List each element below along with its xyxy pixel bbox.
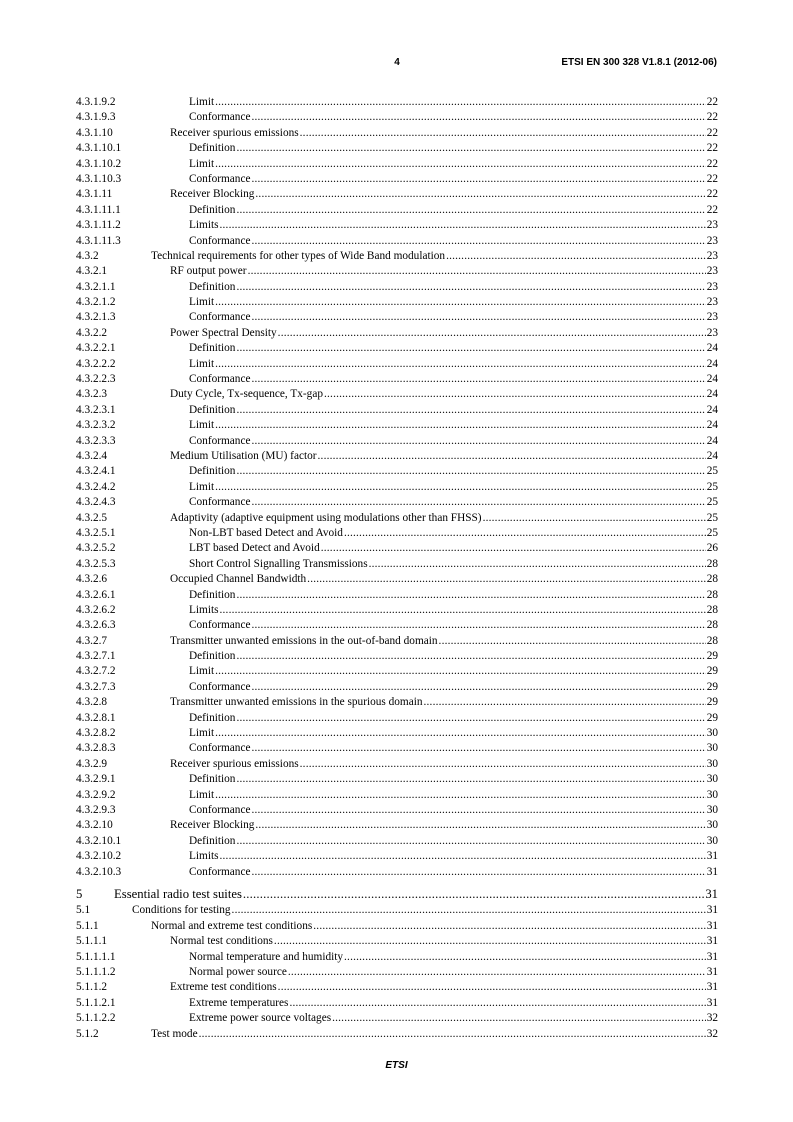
toc-entry[interactable]: 4.3.2.7.2 Limit ..... 29 (76, 664, 718, 679)
dot-leader (236, 464, 705, 479)
dot-leader (251, 803, 705, 818)
toc-entry-title: Conformance (189, 311, 251, 324)
toc-entry-title: Receiver Blocking (170, 819, 255, 832)
toc-entry-page: 31 (706, 996, 718, 1009)
dot-leader (313, 919, 705, 934)
toc-entry-page: 28 (706, 557, 718, 570)
toc-entry[interactable]: 4.3.1.9.3 Conformance ..... 22 (76, 110, 718, 125)
toc-entry-title: Normal test conditions (170, 935, 273, 948)
toc-entry[interactable]: 4.3.2.3 Duty Cycle, Tx-sequence, Tx-gap ..... 24 (76, 387, 718, 402)
dot-leader (344, 526, 706, 541)
dot-leader (220, 603, 706, 618)
toc-entry[interactable]: 4.3.2.6 Occupied Channel Bandwidth ..... 28 (76, 572, 718, 587)
toc-entry-page: 31 (706, 965, 718, 978)
toc-entry-title: Definition (189, 142, 236, 155)
toc-entry-title: Conformance (189, 234, 251, 247)
toc-entry-page: 32 (706, 1027, 718, 1040)
toc-entry[interactable]: 4.3.2.9.2 Limit ..... 30 (76, 788, 718, 803)
toc-entry-page: 25 (706, 511, 718, 524)
toc-entry-title: Extreme test conditions (170, 981, 277, 994)
toc-entry[interactable]: 4.3.1.10.1 Definition ..... 22 (76, 141, 718, 156)
toc-entry-page: 22 (706, 188, 718, 201)
toc-entry-title: Medium Utilisation (MU) factor (170, 449, 317, 462)
toc-entry-page: 28 (706, 634, 718, 647)
dot-leader (251, 680, 705, 695)
toc-entry-page: 31 (705, 886, 718, 901)
dot-leader (424, 695, 706, 710)
dot-leader (236, 403, 705, 418)
toc-entry[interactable]: 4.3.2.6.2 Limits ..... 28 (76, 603, 718, 618)
toc-entry-page: 29 (706, 650, 718, 663)
toc-entry-title: Limit (189, 665, 215, 678)
toc-entry-page: 30 (706, 727, 718, 740)
dot-leader (300, 126, 706, 141)
toc-entry-title: Adaptivity (adaptive equipment using modulations other than FHSS) (170, 511, 482, 524)
dot-leader (215, 480, 706, 495)
toc-entry-title: Limit (189, 419, 215, 432)
toc-entry-page: 24 (706, 419, 718, 432)
dot-leader (274, 934, 706, 949)
toc-entry-page: 24 (706, 342, 718, 355)
toc-entry[interactable]: 4.3.2.2.3 Conformance ..... 24 (76, 372, 718, 387)
toc-entry-page: 29 (706, 680, 718, 693)
toc-entry-title: Limit (189, 727, 215, 740)
toc-entry[interactable]: 4.3.2.10 Receiver Blocking ..... 30 (76, 818, 718, 833)
toc-entry-page: 29 (706, 696, 718, 709)
toc-entry-page: 28 (706, 603, 718, 616)
dot-leader (232, 903, 706, 918)
dot-leader (251, 741, 705, 756)
dot-leader (236, 834, 705, 849)
toc-entry-title: Technical requirements for other types of Wide Band modulation (151, 249, 446, 262)
toc-entry-title: Conformance (189, 680, 251, 693)
toc-entry[interactable]: 4.3.2.3.3 Conformance ..... 24 (76, 434, 718, 449)
toc-entry[interactable]: 4.3.2.1.1 Definition ..... 23 (76, 280, 718, 295)
dot-leader (236, 341, 705, 356)
toc-entry[interactable]: 4.3.1.11.2 Limits ..... 23 (76, 218, 718, 233)
toc-entry[interactable]: 4.3.2.5 Adaptivity (adaptive equipment using modulations other than FHSS) ..... 25 (76, 511, 718, 526)
toc-entry[interactable]: 4.3.2.5.3 Short Control Signalling Transmissions ..... 28 (76, 557, 718, 572)
toc-entry-page: 30 (706, 803, 718, 816)
toc-entry-title: Essential radio test suites (114, 886, 242, 901)
toc-entry-title: Limits (189, 603, 219, 616)
toc-entry[interactable]: 4.3.2.6.1 Definition ..... 28 (76, 588, 718, 603)
dot-leader (236, 649, 705, 664)
toc-entry-page: 28 (706, 573, 718, 586)
toc-entry[interactable]: 5.1.1.1 Normal test conditions ..... 31 (76, 934, 718, 949)
toc-entry-page: 23 (706, 265, 718, 278)
toc-entry-page: 31 (706, 904, 718, 917)
toc-entry-title: Transmitter unwanted emissions in the spurious domain (170, 696, 423, 709)
toc-entry-title: Limit (189, 96, 215, 108)
toc-entry[interactable]: 4.3.2.1 RF output power ..... 23 (76, 264, 718, 279)
dot-leader (199, 1027, 706, 1042)
dot-leader (251, 865, 705, 880)
toc-entry-page: 25 (706, 526, 718, 539)
toc-entry-page: 23 (706, 311, 718, 324)
dot-leader (251, 310, 705, 325)
dot-leader (446, 249, 706, 264)
toc-entry-page: 31 (706, 865, 718, 878)
toc-entry[interactable]: 4.3.2.2.2 Limit ..... 24 (76, 357, 718, 372)
toc-entry-title: RF output power (170, 265, 247, 278)
toc-entry-title: Conformance (189, 496, 251, 509)
dot-leader (236, 772, 705, 787)
toc-entry[interactable]: 4.3.2.5.1 Non-LBT based Detect and Avoid ..... 25 (76, 526, 718, 541)
toc-entry-page: 30 (706, 742, 718, 755)
toc-entry[interactable]: 4.3.2.1.3 Conformance ..... 23 (76, 310, 718, 325)
toc-entry[interactable]: 4.3.1.11.3 Conformance ..... 23 (76, 234, 718, 249)
dot-leader (215, 357, 706, 372)
toc-entry[interactable]: 4.3.2.7.3 Conformance ..... 29 (76, 680, 718, 695)
dot-leader (321, 541, 706, 556)
dot-leader (318, 449, 706, 464)
dot-leader (251, 234, 705, 249)
dot-leader (332, 1011, 706, 1026)
toc-entry[interactable]: 4.3.2.4.3 Conformance ..... 25 (76, 495, 718, 510)
dot-leader (215, 788, 706, 803)
toc-entry-page: 23 (706, 326, 718, 339)
toc-entry-title: Extreme power source voltages (189, 1012, 332, 1025)
dot-leader (251, 172, 705, 187)
toc-entry-page: 23 (706, 219, 718, 232)
dot-leader (251, 434, 705, 449)
dot-leader (215, 295, 706, 310)
dot-leader (307, 572, 706, 587)
toc-entry[interactable]: 4.3.2.9.1 Definition ..... 30 (76, 772, 718, 787)
toc-entry-title: Definition (189, 342, 236, 355)
dot-leader (288, 965, 706, 980)
toc-entry-title: Normal temperature and humidity (189, 950, 344, 963)
toc-entry-title: Definition (189, 711, 236, 724)
toc-entry[interactable]: 4.3.1.10.2 Limit ..... 22 (76, 157, 718, 172)
dot-leader (483, 511, 706, 526)
dot-leader (215, 726, 706, 741)
dot-leader (255, 187, 705, 202)
toc-entry-title: Definition (189, 203, 236, 216)
toc-entry-title: Conformance (189, 742, 251, 755)
toc-entry[interactable]: 4.3.2.1.2 Limit ..... 23 (76, 295, 718, 310)
toc-entry-title: Receiver Blocking (170, 188, 255, 201)
toc-entry-title: Normal and extreme test conditions (151, 919, 313, 932)
toc-entry[interactable]: 4.3.2.7.1 Definition ..... 29 (76, 649, 718, 664)
dot-leader (236, 141, 705, 156)
dot-leader (248, 264, 706, 279)
toc-entry-page: 28 (706, 619, 718, 632)
toc-entry-title: Definition (189, 650, 236, 663)
table-of-contents (76, 95, 718, 1042)
toc-entry[interactable]: 4.3.1.10.3 Conformance ..... 22 (76, 172, 718, 187)
toc-entry-page: 30 (706, 834, 718, 847)
toc-entry[interactable]: 4.3.1.9.2 Limit ..... 22 (76, 95, 718, 110)
toc-entry[interactable]: 4.3.1.11.1 Definition ..... 22 (76, 203, 718, 218)
dot-leader (215, 157, 706, 172)
dot-leader (220, 849, 706, 864)
toc-entry-title: Test mode (151, 1027, 198, 1040)
toc-entry[interactable]: 4.3.2.8 Transmitter unwanted emissions in the spurious domain ..... 29 (76, 695, 718, 710)
dot-leader (300, 757, 706, 772)
toc-entry-page: 24 (706, 449, 718, 462)
toc-entry[interactable]: 4.3.2.4.2 Limit ..... 25 (76, 480, 718, 495)
toc-entry[interactable]: 4.3.2.4 Medium Utilisation (MU) factor ..... 24 (76, 449, 718, 464)
document-title: ETSI EN 300 328 V1.8.1 (2012-06) (561, 57, 717, 68)
toc-entry-title: Limits (189, 850, 219, 863)
toc-entry[interactable]: 5.1.1 Normal and extreme test conditions ..... 31 (76, 919, 718, 934)
dot-leader (251, 372, 705, 387)
toc-entry-title: Conformance (189, 172, 251, 185)
toc-entry-title: Conformance (189, 373, 251, 386)
toc-entry[interactable]: 4.3.2.6.3 Conformance ..... 28 (76, 618, 718, 633)
toc-entry-title: Definition (189, 773, 236, 786)
toc-entry[interactable]: 4.3.1.10 Receiver spurious emissions ..... 22 (76, 126, 718, 141)
toc-entry-title: Receiver spurious emissions (170, 757, 299, 770)
toc-entry-page: 23 (706, 234, 718, 247)
toc-entry[interactable]: 5.1.1.1.2 Normal power source ..... 31 (76, 965, 718, 980)
toc-entry[interactable]: 5.1.1.2 Extreme test conditions ..... 31 (76, 980, 718, 995)
toc-entry-page: 24 (706, 403, 718, 416)
toc-entry-title: Definition (189, 834, 236, 847)
toc-entry[interactable]: 5.1.1.1.1 Normal temperature and humidity ..... 31 (76, 950, 718, 965)
toc-entry-title: Non-LBT based Detect and Avoid (189, 526, 343, 539)
toc-entry-page: 24 (706, 388, 718, 401)
toc-entry-page: 25 (706, 496, 718, 509)
dot-leader (278, 326, 706, 341)
toc-entry-page: 23 (706, 296, 718, 309)
dot-leader (243, 886, 704, 904)
toc-entry-page: 22 (706, 203, 718, 216)
toc-entry-title: Power Spectral Density (170, 326, 277, 339)
toc-entry-page: 31 (706, 981, 718, 994)
toc-entry-page: 32 (706, 1012, 718, 1025)
toc-entry-page: 23 (706, 280, 718, 293)
toc-entry[interactable]: 4.3.2.3.1 Definition ..... 24 (76, 403, 718, 418)
toc-entry-title: Receiver spurious emissions (170, 126, 299, 139)
toc-entry[interactable]: 4.3.2.8.2 Limit ..... 30 (76, 726, 718, 741)
toc-entry[interactable]: 5.1.2 Test mode ..... 32 (76, 1027, 718, 1042)
toc-entry-page: 24 (706, 434, 718, 447)
toc-entry-title: Normal power source (189, 965, 287, 978)
toc-entry-title: Limit (189, 480, 215, 493)
toc-entry[interactable]: 4.3.2.10.1 Definition ..... 30 (76, 834, 718, 849)
toc-entry-title: LBT based Detect and Avoid (189, 542, 320, 555)
toc-entry-page: 29 (706, 711, 718, 724)
dot-leader (215, 418, 706, 433)
toc-entry-title: Transmitter unwanted emissions in the out-of-band domain (170, 634, 438, 647)
toc-entry-page: 22 (706, 142, 718, 155)
toc-entry-title: Conformance (189, 619, 251, 632)
toc-entry-page: 30 (706, 773, 718, 786)
dot-leader (220, 218, 706, 233)
dot-leader (289, 996, 705, 1011)
dot-leader (278, 980, 706, 995)
toc-entry-page: 22 (706, 96, 718, 108)
toc-entry-title: Definition (189, 588, 236, 601)
toc-entry[interactable]: 5.1.1.2.1 Extreme temperatures ..... 31 (76, 996, 718, 1011)
toc-entry[interactable]: 4.3.2.10.3 Conformance ..... 31 (76, 865, 718, 880)
toc-entry-title: Conformance (189, 434, 251, 447)
dot-leader (236, 711, 705, 726)
dot-leader (215, 664, 706, 679)
toc-entry[interactable]: 4.3.2.9.3 Conformance ..... 30 (76, 803, 718, 818)
toc-entry[interactable]: 4.3.2.7 Transmitter unwanted emissions in the out-of-band domain ..... 28 (76, 634, 718, 649)
toc-entry-page: 24 (706, 373, 718, 386)
toc-entry-page: 29 (706, 665, 718, 678)
toc-entry[interactable]: 4.3.2 Technical requirements for other types of Wide Band modulation ..... 23 (76, 249, 718, 264)
dot-leader (236, 203, 705, 218)
toc-entry-page: 26 (706, 542, 718, 555)
toc-entry[interactable]: 4.3.1.11 Receiver Blocking ..... 22 (76, 187, 718, 202)
toc-entry-title: Limit (189, 788, 215, 801)
toc-entry-title: Definition (189, 465, 236, 478)
toc-entry-title: Extreme temperatures (189, 996, 289, 1009)
toc-entry[interactable]: 5 Essential radio test suites ..... 31 (76, 886, 718, 904)
toc-entry-title: Limits (189, 219, 219, 232)
toc-entry-page: 22 (706, 111, 718, 124)
dot-leader (344, 950, 706, 965)
dot-leader (255, 818, 705, 833)
toc-entry-page: 24 (706, 357, 718, 370)
toc-entry[interactable]: 5.1.1.2.2 Extreme power source voltages ..... 32 (76, 1011, 718, 1026)
dot-leader (236, 280, 705, 295)
dot-leader (369, 557, 706, 572)
toc-entry-title: Limit (189, 296, 215, 309)
toc-entry-page: 22 (706, 172, 718, 185)
toc-entry-title: Conditions for testing (132, 904, 231, 917)
toc-entry-page: 31 (706, 935, 718, 948)
toc-entry[interactable]: 4.3.2.2.1 Definition ..... 24 (76, 341, 718, 356)
toc-entry[interactable]: 5.1 Conditions for testing ..... 31 (76, 903, 718, 918)
footer-etsi: ETSI (385, 1060, 408, 1071)
toc-entry[interactable]: 4.3.2.2 Power Spectral Density ..... 23 (76, 326, 718, 341)
toc-entry[interactable]: 4.3.2.3.2 Limit ..... 24 (76, 418, 718, 433)
toc-entry[interactable]: 4.3.2.5.2 LBT based Detect and Avoid ..... 26 (76, 541, 718, 556)
dot-leader (324, 387, 706, 402)
page-number: 4 (394, 57, 400, 68)
toc-entry-title: Occupied Channel Bandwidth (170, 573, 307, 586)
toc-entry-title: Limit (189, 157, 215, 170)
dot-leader (236, 588, 705, 603)
toc-entry-title: Conformance (189, 865, 251, 878)
dot-leader (439, 634, 706, 649)
toc-entry-page: 28 (706, 588, 718, 601)
toc-entry[interactable]: 4.3.2.10.2 Limits ..... 31 (76, 849, 718, 864)
toc-entry-title: Short Control Signalling Transmissions (189, 557, 368, 570)
toc-entry-page: 30 (706, 757, 718, 770)
toc-entry[interactable]: 4.3.2.8.1 Definition ..... 29 (76, 711, 718, 726)
toc-entry-title: Duty Cycle, Tx-sequence, Tx-gap (170, 388, 323, 401)
toc-entry-page: 30 (706, 819, 718, 832)
toc-entry-page: 25 (706, 465, 718, 478)
toc-entry-page: 25 (706, 480, 718, 493)
toc-entry-page: 22 (706, 126, 718, 139)
toc-entry-title: Conformance (189, 111, 251, 124)
toc-entry-page: 31 (706, 950, 718, 963)
toc-entry-page: 22 (706, 157, 718, 170)
toc-entry-page: 31 (706, 919, 718, 932)
toc-entry[interactable]: 4.3.2.8.3 Conformance ..... 30 (76, 741, 718, 756)
toc-entry-title: Limit (189, 357, 215, 370)
toc-entry-page: 23 (706, 249, 718, 262)
toc-entry[interactable]: 4.3.2.9 Receiver spurious emissions ..... 30 (76, 757, 718, 772)
toc-entry[interactable]: 4.3.2.4.1 Definition ..... 25 (76, 464, 718, 479)
dot-leader (251, 618, 705, 633)
toc-entry-title: Conformance (189, 803, 251, 816)
toc-entry-title: Definition (189, 403, 236, 416)
toc-entry-page: 31 (706, 850, 718, 863)
toc-entry-title: Definition (189, 280, 236, 293)
toc-entry-page: 30 (706, 788, 718, 801)
dot-leader (215, 95, 706, 110)
dot-leader (251, 110, 705, 125)
dot-leader (251, 495, 705, 510)
